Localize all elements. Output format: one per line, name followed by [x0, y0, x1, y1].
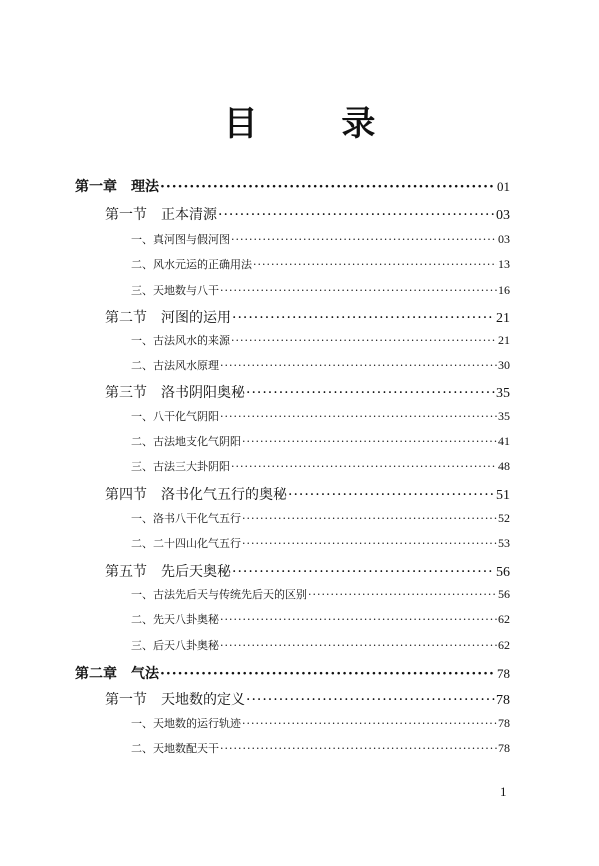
- toc-section-row[interactable]: [105, 689, 510, 709]
- toc-entry-title: 理法: [131, 179, 159, 195]
- toc-item-row[interactable]: [131, 510, 510, 526]
- dot-leader: [220, 284, 497, 297]
- toc-entry-title: 气法: [131, 666, 159, 682]
- toc-page-number: 13: [498, 257, 510, 271]
- toc-page-number: 41: [498, 434, 510, 448]
- toc-entry-label: 二、二十四山化气五行: [131, 537, 241, 550]
- toc-chapter-row[interactable]: [75, 663, 510, 683]
- toc-entry-label: 一、真河图与假河图: [131, 233, 230, 246]
- toc-entry-label: 一、古法风水的来源: [131, 334, 230, 347]
- toc-entry-prefix: 第二节: [105, 310, 147, 326]
- dot-leader: [232, 564, 495, 580]
- toc-entry-label: 二、古法风水原理: [131, 359, 219, 372]
- dot-leader: [218, 207, 495, 223]
- toc-entry-prefix: 第四节: [105, 487, 147, 503]
- toc-item-row[interactable]: [131, 715, 510, 731]
- dot-leader: [242, 717, 497, 730]
- toc-entry-title: 先后天奥秘: [161, 564, 231, 580]
- dot-leader: [160, 666, 496, 682]
- toc-entry-prefix: 第一节: [105, 692, 147, 708]
- toc-page-number: 21: [496, 311, 510, 326]
- toc-item-row[interactable]: [131, 231, 510, 247]
- toc-item-row[interactable]: [131, 357, 510, 373]
- toc-page-number: 51: [496, 488, 510, 503]
- toc-page-number: 78: [498, 741, 510, 755]
- dot-leader: [231, 460, 497, 473]
- toc-entry-prefix: 第三节: [105, 385, 147, 401]
- toc-entry-title: 洛书化气五行的奥秘: [161, 487, 287, 503]
- dot-leader: [220, 742, 497, 755]
- toc-entry-prefix: 第一章: [75, 179, 117, 195]
- toc-page-number: 56: [498, 587, 510, 601]
- toc-entry-label: 一、洛书八干化气五行: [131, 512, 241, 525]
- dot-leader: [253, 258, 497, 271]
- toc-item-row[interactable]: [131, 458, 510, 474]
- dot-leader: [242, 512, 497, 525]
- dot-leader: [231, 233, 497, 246]
- toc-entry-label: [105, 561, 231, 581]
- toc-entry-title: 正本清源: [161, 207, 217, 223]
- toc-entry-title: 洛书阴阳奥秘: [161, 385, 245, 401]
- toc-page-number: 16: [498, 283, 510, 297]
- toc-section-row[interactable]: [105, 484, 510, 504]
- toc-section-row[interactable]: [105, 204, 510, 224]
- toc-page-number: 62: [498, 638, 510, 652]
- toc-page-number: 03: [498, 232, 510, 246]
- toc-item-row[interactable]: [131, 332, 510, 348]
- toc-page-number: 35: [498, 409, 510, 423]
- toc-entry-label: 一、天地数的运行轨迹: [131, 717, 241, 730]
- toc-page-number: 78: [496, 693, 510, 708]
- toc-entry-label: 一、八干化气阴阳: [131, 410, 219, 423]
- toc-page-number: 52: [498, 511, 510, 525]
- dot-leader: [288, 487, 495, 503]
- toc-item-row[interactable]: [131, 637, 510, 653]
- toc-entry-label: 二、天地数配天干: [131, 742, 219, 755]
- toc-item-row[interactable]: [131, 740, 510, 756]
- page-title: 目 录: [223, 104, 412, 144]
- toc-entry-label: [105, 204, 217, 224]
- toc-page-number: 03: [496, 208, 510, 223]
- toc-item-row[interactable]: [131, 535, 510, 551]
- toc-entry-label: 二、风水元运的正确用法: [131, 258, 252, 271]
- toc-entry-label: [75, 663, 159, 683]
- toc-entry-label: [75, 176, 159, 196]
- page-number: 1: [500, 784, 507, 799]
- toc-entry-prefix: 第一节: [105, 207, 147, 223]
- dot-leader: [231, 334, 497, 347]
- toc-page-number: 78: [497, 666, 510, 681]
- dot-leader: [220, 410, 497, 423]
- dot-leader: [242, 435, 497, 448]
- toc-page-number: 21: [498, 333, 510, 347]
- toc-page-number: 48: [498, 459, 510, 473]
- toc-chapter-row[interactable]: [75, 176, 510, 196]
- toc-entry-label: [105, 382, 245, 402]
- dot-leader: [220, 639, 497, 652]
- dot-leader: [308, 588, 497, 601]
- toc-page-number: 56: [496, 565, 510, 580]
- toc-section-row[interactable]: [105, 561, 510, 581]
- toc-page-number: 53: [498, 536, 510, 550]
- dot-leader: [160, 179, 496, 195]
- toc-entry-label: 一、古法先后天与传统先后天的区别: [131, 588, 307, 601]
- dot-leader: [232, 310, 495, 326]
- dot-leader: [246, 385, 495, 401]
- toc-page-number: 01: [497, 179, 510, 194]
- toc-page-number: 62: [498, 612, 510, 626]
- toc-section-row[interactable]: [105, 382, 510, 402]
- toc-entry-label: [105, 484, 287, 504]
- toc-entry-label: 二、古法地支化气阴阳: [131, 435, 241, 448]
- dot-leader: [220, 613, 497, 626]
- toc-page-number: 30: [498, 358, 510, 372]
- toc-entry-prefix: 第二章: [75, 666, 117, 682]
- toc-item-row[interactable]: [131, 611, 510, 627]
- toc-entry-label: [105, 689, 245, 709]
- toc-entry-label: 三、古法三大卦阴阳: [131, 460, 230, 473]
- toc-entry-label: 二、先天八卦奥秘: [131, 613, 219, 626]
- toc-entry-label: 三、天地数与八干: [131, 284, 219, 297]
- toc-entry-label: [105, 307, 231, 327]
- dot-leader: [220, 359, 497, 372]
- dot-leader: [246, 692, 495, 708]
- toc-item-row[interactable]: [131, 586, 510, 602]
- dot-leader: [242, 537, 497, 550]
- toc-entry-title: 河图的运用: [161, 310, 231, 326]
- toc-entry-prefix: 第五节: [105, 564, 147, 580]
- toc-item-row[interactable]: [131, 282, 510, 298]
- toc-section-row[interactable]: [105, 307, 510, 327]
- toc-page-number: 35: [496, 386, 510, 401]
- toc-item-row[interactable]: [131, 256, 510, 272]
- toc-page-number: 78: [498, 716, 510, 730]
- toc-entry-title: 天地数的定义: [161, 692, 245, 708]
- toc-item-row[interactable]: [131, 408, 510, 424]
- toc-item-row[interactable]: [131, 433, 510, 449]
- toc-entry-label: 三、后天八卦奥秘: [131, 639, 219, 652]
